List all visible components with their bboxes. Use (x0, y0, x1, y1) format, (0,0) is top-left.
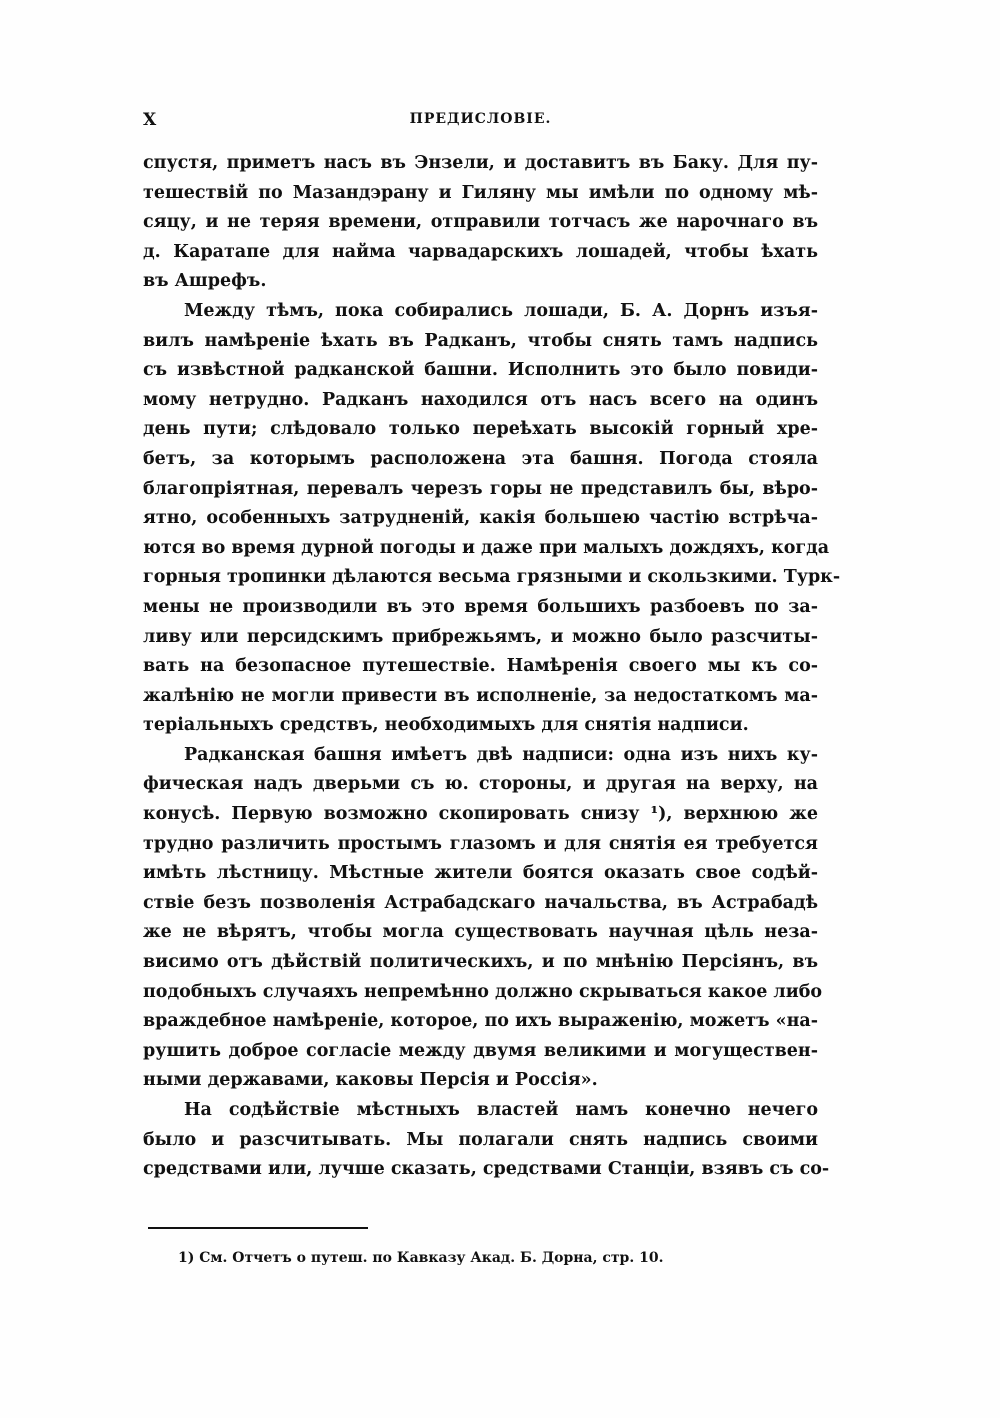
footnote: 1) См. Отчетъ о путеш. по Кавказу Акад. Б. Дорна, стр. 10. (178, 1250, 664, 1266)
text-line: день пути; слѣдовало только переѣхать высокій горный хре- (143, 419, 818, 440)
text-line: жалѣнію не могли привести въ исполненіе, за недостаткомъ ма- (143, 685, 818, 706)
paragraph-first-line: Радканская башня имѣетъ двѣ надписи: одна изъ нихъ ку- (184, 744, 818, 765)
text-line: ются во время дурной погоды и даже при малыхъ дождяхъ, когда (143, 537, 830, 558)
text-line: мены не производили въ это время большихъ разбоевъ по за- (143, 596, 818, 617)
text-line: ливу или персидскимъ прибрежьямъ, и можно было разсчиты- (143, 626, 818, 647)
text-line: фическая надъ дверьми съ ю. стороны, и другая на верху, на (143, 774, 818, 795)
text-line: ными державами, каковы Персія и Россія». (143, 1070, 598, 1091)
text-line: ствіе безъ позволенія Астрабадскаго начальства, въ Астрабадѣ (143, 892, 818, 913)
page-body (143, 149, 841, 1185)
text-line: съ извѣстной радканской башни. Исполнить это было повиди- (143, 360, 818, 381)
running-title: ПРЕДИСЛОВІЕ. (409, 111, 552, 127)
text-line: благопріятная, перевалъ черезъ горы не представилъ бы, вѣро- (143, 478, 818, 499)
paragraph-first-line: Между тѣмъ, пока собирались лошади, Б. А. Дорнъ изъя- (184, 300, 818, 321)
footnote-reference-line: конусѣ. Первую возможно скопировать снизу ¹), верхнюю же (143, 804, 818, 825)
text-line: теріальныхъ средствъ, необходимыхъ для снятія надписи. (143, 715, 749, 736)
text-line: д. Каратапе для найма чарвадарскихъ лошадей, чтобы ѣхать (143, 241, 818, 262)
paragraph-first-line: На содѣйствіе мѣстныхъ властей намъ конечно нечего (184, 1100, 818, 1120)
text-line: имѣть лѣстницу. Мѣстные жители боятся оказать свое содѣй- (143, 863, 818, 884)
text-line: мому нетрудно. Радканъ находился отъ насъ всего на одинъ (143, 389, 818, 410)
footnote-rule (148, 1227, 368, 1229)
text-line: вилъ намѣреніе ѣхать въ Радканъ, чтобы снять тамъ надпись (143, 330, 818, 351)
text-line: сяцу, и не теряя времени, отправили тотчасъ же нарочнаго въ (143, 212, 818, 233)
page-number: X (143, 110, 157, 130)
text-line: враждебное намѣреніе, которое, по ихъ выраженію, можетъ «на- (143, 1011, 818, 1032)
text-line: въ Ашрефъ. (143, 271, 267, 292)
text-line: висимо отъ дѣйствій политическихъ, и по мнѣнію Персіянъ, въ (143, 952, 818, 973)
text-line: же не вѣрятъ, чтобы могла существовать научная цѣль неза- (143, 922, 818, 943)
text-line: рушить доброе согласіе между двумя великими и могуществен- (143, 1040, 818, 1061)
text-line: бетъ, за которымъ расположена эта башня. Погода стояла (143, 448, 818, 469)
text-line: было и разсчитывать. Мы полагали снять надпись своими (143, 1129, 818, 1150)
text-line: ятно, особенныхъ затрудненій, какія большею частію встрѣча- (143, 508, 818, 529)
text-line: горныя тропинки дѣлаются весьма грязными и скользкими. Турк- (143, 567, 841, 588)
text-line: вать на безопасное путешествіе. Намѣренія своего мы къ со- (143, 656, 818, 677)
text-line: трудно различить простымъ глазомъ и для снятія ея требуется (143, 833, 818, 854)
page-header (143, 110, 818, 134)
text-line: спустя, приметъ насъ въ Энзели, и доставитъ въ Баку. Для пу- (143, 153, 818, 173)
text-line: тешествій по Мазандэрану и Гиляну мы имѣли по одному мѣ- (143, 182, 818, 203)
text-line: подобныхъ случаяхъ непремѣнно должно скрываться какое либо (143, 981, 823, 1002)
text-line: средствами или, лучше сказать, средствами Станціи, взявъ съ со- (143, 1159, 830, 1180)
